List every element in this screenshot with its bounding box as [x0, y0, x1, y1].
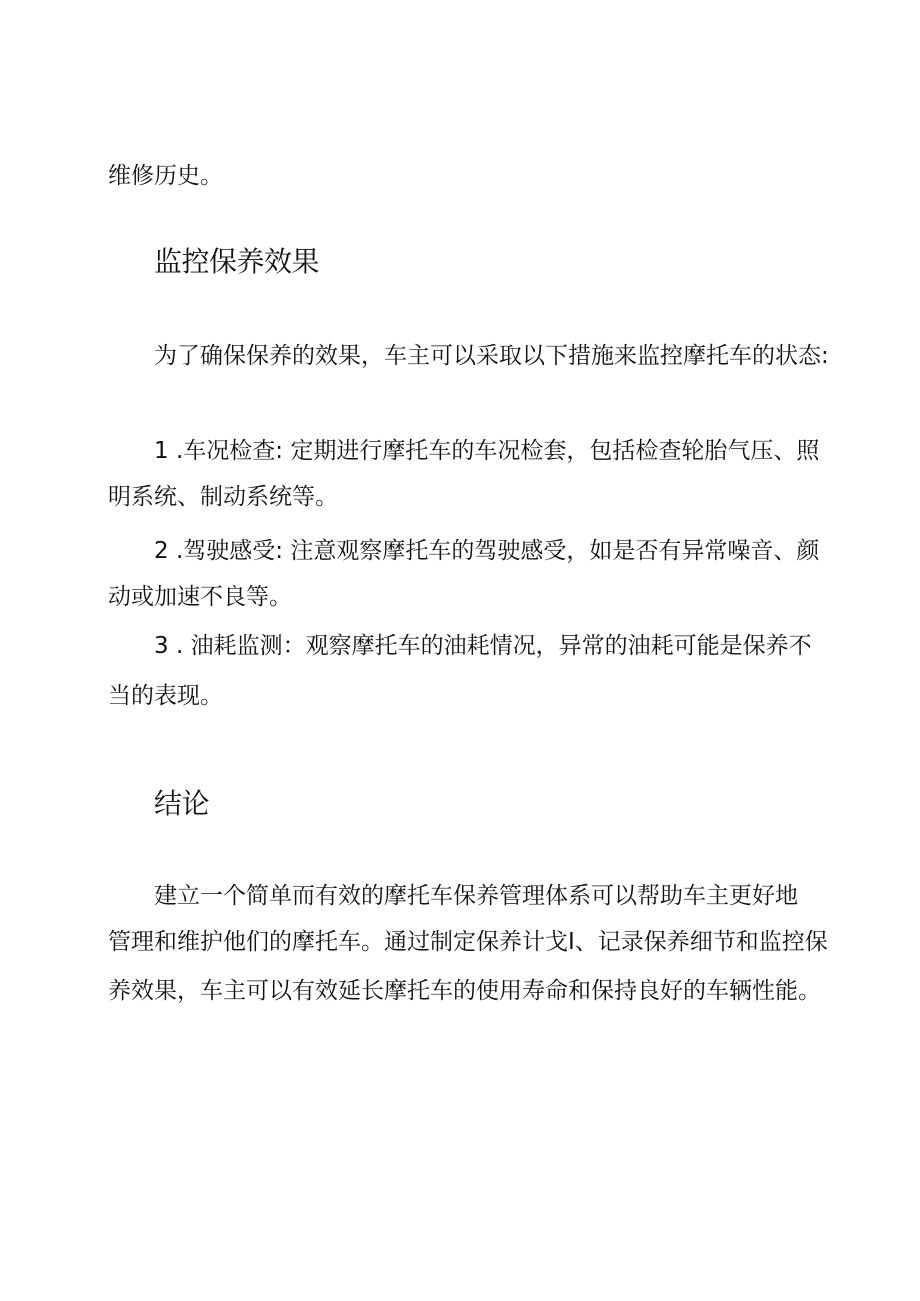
list-item-1-line-1: 1 .车况检查: 定期进行摩托车的车况检套，包括检查轮胎气压、照	[154, 438, 820, 464]
conclusion-line-1: 建立一个简单而有效的摩托车保养管理体系可以帮助车主更好地	[154, 883, 798, 909]
carry-over-text: 维修历史。	[108, 163, 223, 189]
section-heading-monitor: 监控保养效果	[154, 245, 320, 278]
list-item-2-line-1: 2 .驾驶感受: 注意观察摩托车的驾驶感受，如是否有异常噪音、颜	[154, 538, 820, 564]
list-item-2-line-2: 动或加速不良等。	[108, 584, 292, 610]
list-item-1-line-2: 明系统、制动系统等。	[108, 484, 338, 510]
conclusion-line-3: 养效果，车主可以有效延长摩托车的使用寿命和保持良好的车辆性能。	[108, 978, 821, 1004]
monitor-intro: 为了确保保养的效果，车主可以采取以下措施来监控摩托车的状态:	[154, 343, 829, 369]
list-item-3-line-2: 当的表现。	[108, 683, 223, 709]
list-item-3-line-1: 3 . 油耗监测：观察摩托车的油耗情况，异常的油耗可能是保养不	[154, 633, 812, 659]
conclusion-line-2: 管理和维护他们的摩托车。通过制定保养计戈I、记录保养细节和监控保	[108, 929, 828, 955]
section-heading-conclusion: 结论	[154, 787, 210, 820]
